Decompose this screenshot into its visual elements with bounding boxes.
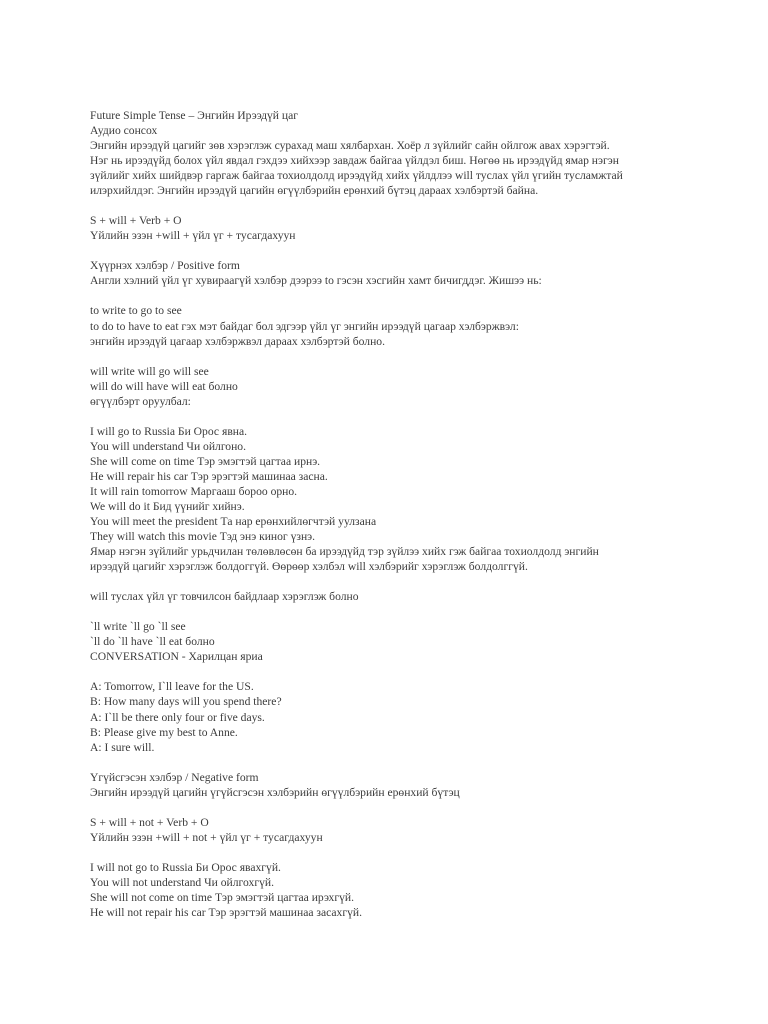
future-forms-block: [90, 364, 680, 409]
structure-formula: S + will + Verb + O: [90, 214, 182, 228]
negative-form-block: [90, 770, 680, 800]
example-sentence: They will watch this movie Тэд энэ киног үзнэ.: [90, 530, 316, 544]
negative-example-sentence: He will not repair his car Тэр эрэгтэй машинаа засахгүй.: [90, 905, 362, 919]
positive-form-description: Англи хэлний үйл үг хувираагүй хэлбэр дээрээ to гэсэн хэсгийн хамт бичигддэг. Жишээ нь:: [90, 274, 542, 288]
negative-examples-block: [90, 860, 680, 920]
positive-form-heading: Хүүрнэх хэлбэр / Positive form: [90, 259, 240, 273]
example-sentence: She will come on time Тэр эмэгтэй цагтаа ирнэ.: [90, 454, 321, 468]
negative-structure-formula: S + will + not + Verb + O: [90, 815, 209, 829]
negative-example-sentence: You will not understand Чи ойлгохгүй.: [90, 875, 274, 889]
contraction-note-block: [90, 589, 680, 604]
negative-form-heading: Үгүйсгэсэн хэлбэр / Negative form: [90, 770, 259, 784]
conversation-line: B: Please give my best to Anne.: [90, 725, 238, 739]
examples-block: [90, 424, 680, 574]
infinitive-line: энгийн ирээдүй цагаар хэлбэржвэл дараах хэлбэртэй болно.: [90, 334, 385, 348]
example-sentence: It will rain tomorrow Маргааш бороо орно.: [90, 484, 298, 498]
future-form-line: will write will go will see: [90, 364, 209, 378]
example-sentence: You will understand Чи ойлгоно.: [90, 439, 246, 453]
conversation-line: A: I sure will.: [90, 740, 155, 754]
example-sentence: I will go to Russia Би Орос явна.: [90, 424, 248, 438]
document-page: [90, 108, 680, 935]
future-form-line: will do will have will eat болно: [90, 379, 238, 393]
contraction-line: `ll write `ll go `ll see: [90, 620, 186, 634]
infinitive-line: to write to go to see: [90, 304, 182, 318]
example-sentence: We will do it Бид үүнийг хийнэ.: [90, 499, 245, 513]
structure-formula-mn: Үйлийн эзэн +will + үйл үг + тусагдахуун: [90, 229, 296, 243]
contraction-line: `ll do `ll have `ll eat болно: [90, 635, 215, 649]
negative-structure-formula-mn: Үйлийн эзэн +will + not + үйл үг + тусагдахуун: [90, 830, 323, 844]
negative-structure-block: [90, 815, 680, 845]
contraction-note: will туслах үйл үг товчилсон байдлаар хэрэглэж болно: [90, 590, 359, 604]
example-note: ирээдүй цагийг хэрэглэж болдоггүй. Өөрөөр хэлбэл will хэлбэрийг хэрэглэж болдолггүй.: [90, 560, 528, 574]
future-form-line: өгүүлбэрт оруулбал:: [90, 394, 191, 408]
positive-form-block: [90, 258, 680, 288]
page-title: Future Simple Tense – Энгийн Ирээдүй цаг: [90, 109, 299, 122]
intro-line: Энгийн ирээдүй цагийг зөв хэрэглэж сурахад маш хялбархан. Хоёр л зүйлийг сайн ойлгож авах хэрэгтэй.: [90, 139, 610, 153]
title-block: [90, 108, 680, 198]
intro-line: Нэг нь ирээдүйд болох үйл явдал гэхдээ хийхээр завдаж байгаа үйлдэл биш. Нөгөө нь ирээдүйд ямар нэгэн: [90, 154, 619, 168]
example-sentence: You will meet the president Та нар ерөнхийлөгчтэй уулзана: [90, 515, 377, 529]
structure-block: [90, 213, 680, 243]
intro-line: зүйлийг хийх шийдвэр гаргаж байгаа тохиолдолд ирээдүйд хийх үйлдлээ will туслах үйл үгийн тусламжтай: [90, 169, 623, 183]
conversation-heading: CONVERSATION - Харилцан яриа: [90, 650, 263, 664]
infinitives-block: [90, 303, 680, 348]
negative-example-sentence: She will not come on time Тэр эмэгтэй цагтаа ирэхгүй.: [90, 890, 354, 904]
infinitive-line: to do to have to eat гэх мэт байдаг бол эдгээр үйл үг энгийн ирээдүй цагаар хэлбэржвэл:: [90, 319, 519, 333]
conversation-line: A: Tomorrow, I`ll leave for the US.: [90, 680, 254, 694]
negative-example-sentence: I will not go to Russia Би Орос явахгүй.: [90, 860, 281, 874]
conversation-line: A: I`ll be there only four or five days.: [90, 710, 265, 724]
example-sentence: He will repair his car Тэр эрэгтэй машинаа засна.: [90, 469, 328, 483]
contractions-block: [90, 619, 680, 664]
negative-form-description: Энгийн ирээдүй цагийн үгүйсгэсэн хэлбэрийн өгүүлбэрийн ерөнхий бүтэц: [90, 785, 460, 799]
audio-link[interactable]: Аудио сонсох: [90, 124, 158, 138]
example-note: Ямар нэгэн зүйлийг урьдчилан төлөвлөсөн ба ирээдүйд тэр зүйлээ хийх гэж байгаа тохиолдолд энгийн: [90, 545, 599, 559]
conversation-line: B: How many days will you spend there?: [90, 695, 282, 709]
intro-line: илэрхийлдэг. Энгийн ирээдүй цагийн өгүүлбэрийн ерөнхий бүтэц дараах хэлбэртэй байна.: [90, 184, 539, 198]
conversation-block: [90, 679, 680, 754]
